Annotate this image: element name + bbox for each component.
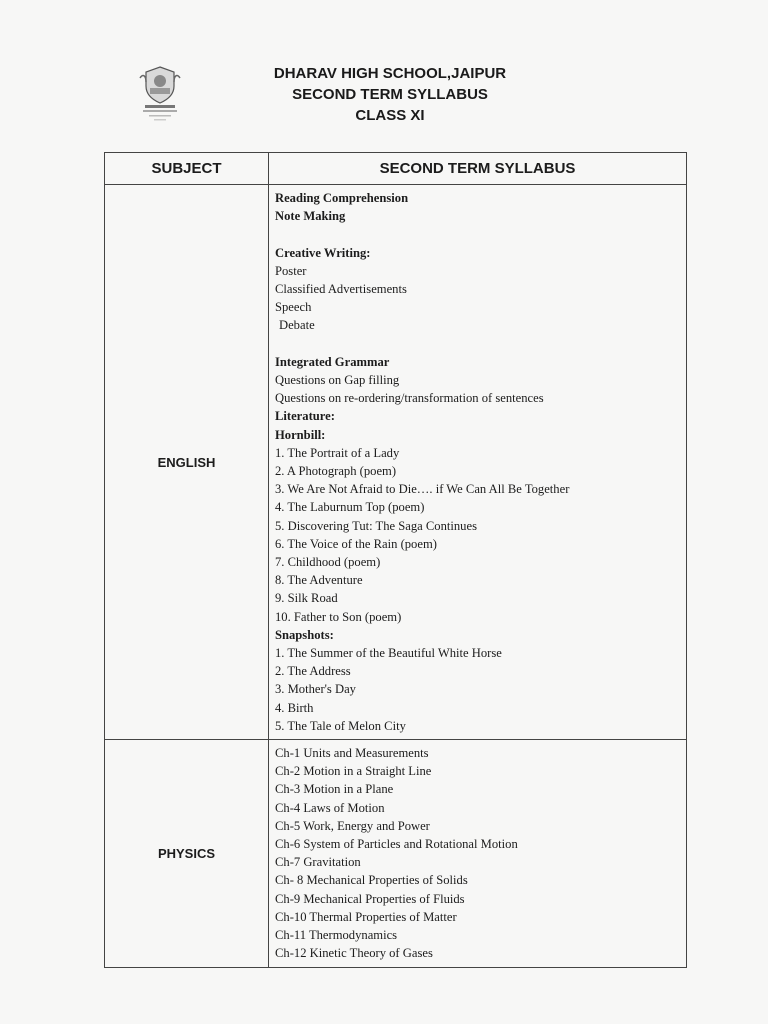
syllabus-line: Note Making xyxy=(275,209,346,224)
syllabus-line: Ch-5 Work, Energy and Power xyxy=(275,818,430,833)
syllabus-list xyxy=(269,185,686,739)
syllabus-line: 3. Mother's Day xyxy=(275,682,356,697)
syllabus-table xyxy=(104,152,687,968)
syllabus-line: 1. The Summer of the Beautiful White Horse xyxy=(275,646,502,661)
syllabus-line: Ch-9 Mechanical Properties of Fluids xyxy=(275,891,465,906)
syllabus-line: Ch- 8 Mechanical Properties of Solids xyxy=(275,873,468,888)
syllabus-line: 2. The Address xyxy=(275,664,351,679)
syllabus-column-header: SECOND TERM SYLLABUS xyxy=(269,153,687,185)
syllabus-cell xyxy=(269,185,687,740)
syllabus-line xyxy=(275,335,686,353)
subject-column-header: SUBJECT xyxy=(105,153,269,185)
syllabus-cell xyxy=(269,740,687,967)
syllabus-line: Ch-10 Thermal Properties of Matter xyxy=(275,909,457,924)
syllabus-line: Debate xyxy=(279,318,315,333)
syllabus-line: Questions on Gap filling xyxy=(275,373,400,387)
subject-cell: PHYSICS xyxy=(105,740,269,967)
syllabus-line: Speech xyxy=(275,300,312,315)
document-header xyxy=(200,63,580,126)
syllabus-line: Creative Writing: xyxy=(275,245,371,260)
syllabus-line: Poster xyxy=(275,263,307,278)
syllabus-line: Literature: xyxy=(275,409,335,424)
term-title: SECOND TERM SYLLABUS xyxy=(292,86,488,103)
syllabus-line: Hornbill: xyxy=(275,427,326,442)
syllabus-line: Ch-7 Gravitation xyxy=(275,855,361,870)
syllabus-line: Questions on re-ordering/transformation of sentences xyxy=(275,391,544,406)
syllabus-line xyxy=(275,225,686,243)
syllabus-line: Ch-11 Thermodynamics xyxy=(275,928,398,943)
syllabus-line: Ch-4 Laws of Motion xyxy=(275,800,385,815)
syllabus-line: 9. Silk Road xyxy=(275,591,338,606)
school-name: DHARAV HIGH SCHOOL,JAIPUR xyxy=(273,65,507,82)
table-header-row xyxy=(105,153,687,185)
syllabus-line: 5. The Tale of Melon City xyxy=(275,718,406,733)
table-row-physics xyxy=(105,740,687,967)
class-title: CLASS XI xyxy=(355,107,425,124)
school-logo xyxy=(134,64,186,122)
syllabus-line: 1. The Portrait of a Lady xyxy=(275,445,400,460)
table-row-english xyxy=(105,185,687,740)
syllabus-line: Integrated Grammar xyxy=(275,354,390,369)
syllabus-line: 5. Discovering Tut: The Saga Continues xyxy=(275,518,477,533)
syllabus-line: Snapshots: xyxy=(275,627,334,642)
subject-cell: ENGLISH xyxy=(105,185,269,740)
syllabus-list xyxy=(269,740,686,966)
syllabus-line: Ch-2 Motion in a Straight Line xyxy=(275,764,432,779)
syllabus-line: 6. The Voice of the Rain (poem) xyxy=(275,536,437,551)
syllabus-line: Ch-6 System of Particles and Rotational Motion xyxy=(275,837,518,852)
syllabus-line: 10. Father to Son (poem) xyxy=(275,609,402,624)
syllabus-line: 8. The Adventure xyxy=(275,573,363,588)
syllabus-line: 4. The Laburnum Top (poem) xyxy=(275,500,425,515)
syllabus-line: 4. Birth xyxy=(275,700,314,715)
syllabus-line: 3. We Are Not Afraid to Die…. if We Can All Be Together xyxy=(275,482,570,497)
syllabus-line: Ch-1 Units and Measurements xyxy=(275,746,429,761)
syllabus-line: Classified Advertisements xyxy=(275,282,407,296)
syllabus-line: Reading Comprehension xyxy=(275,191,409,205)
syllabus-line: Ch-12 Kinetic Theory of Gases xyxy=(275,946,433,961)
syllabus-line: Ch-3 Motion in a Plane xyxy=(275,782,394,797)
syllabus-line: 2. A Photograph (poem) xyxy=(275,464,397,479)
syllabus-line: 7. Childhood (poem) xyxy=(275,555,381,570)
